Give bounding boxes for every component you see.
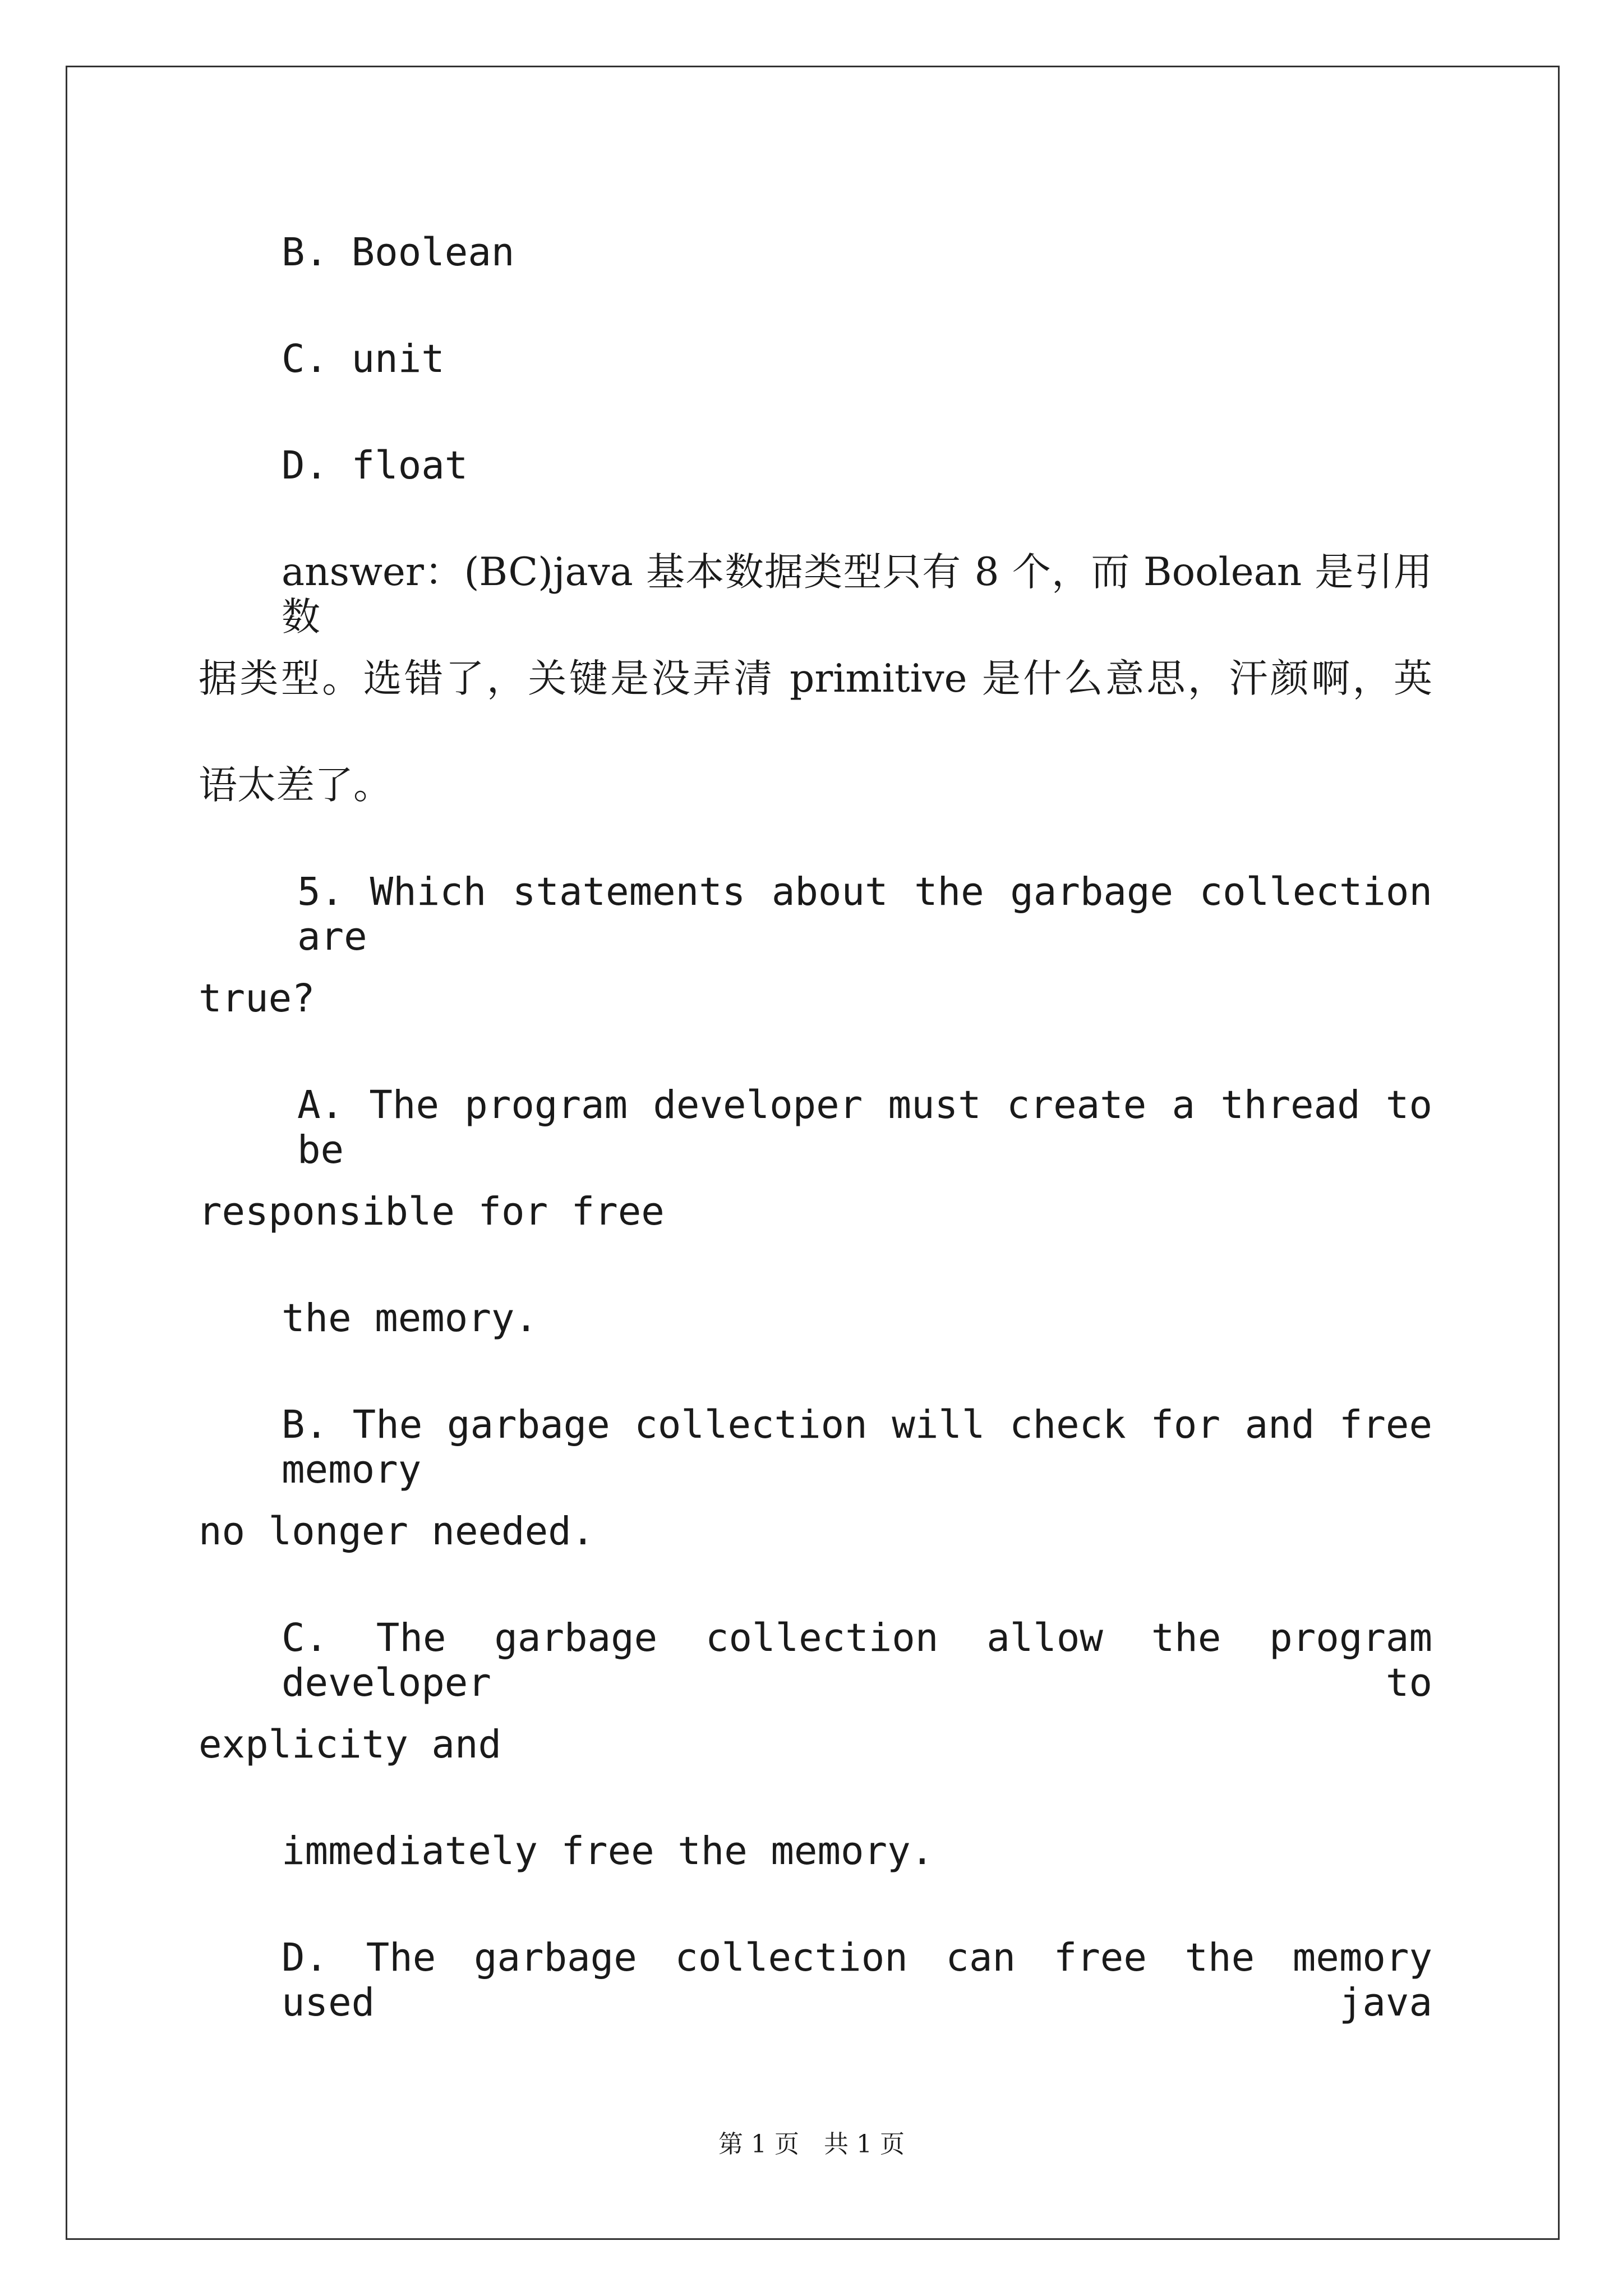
answer-line-2: 据类型。选错了，关键是没弄清 primitive 是什么意思，汗颜啊，英 (199, 656, 1432, 701)
option-b-line-1: B. The garbage collection will check for and free memory (282, 1402, 1432, 1492)
option-a-line-2: responsible for free (199, 1189, 665, 1234)
question-5-line-2: true? (199, 976, 315, 1021)
option-a-line-3: the memory. (282, 1296, 538, 1341)
option-a-line-1: A. The program developer must create a thread to be (297, 1083, 1432, 1172)
option-c-line-3: immediately free the memory. (282, 1829, 934, 1874)
option-b-line-2: no longer needed. (199, 1509, 595, 1554)
option-b-boolean: B. Boolean (282, 230, 515, 275)
option-d-float: D. float (282, 443, 468, 488)
option-c-line-2: explicity and (199, 1722, 502, 1767)
page-number-footer: 第 1 页 共 1 页 (718, 2130, 905, 2159)
question-5-line-1: 5. Which statements about the garbage collection are (297, 869, 1432, 959)
option-d-line-1: D. The garbage collection can free the memory used java (282, 1935, 1432, 2025)
option-c-unit: C. unit (282, 337, 445, 381)
answer-line-3: 语太差了。 (199, 763, 392, 808)
option-c-line-1: C. The garbage collection allow the program developer to (282, 1616, 1432, 1705)
answer-line-1: answer：(BC)java 基本数据类型只有 8 个，而 Boolean 是引用数 (282, 550, 1432, 639)
